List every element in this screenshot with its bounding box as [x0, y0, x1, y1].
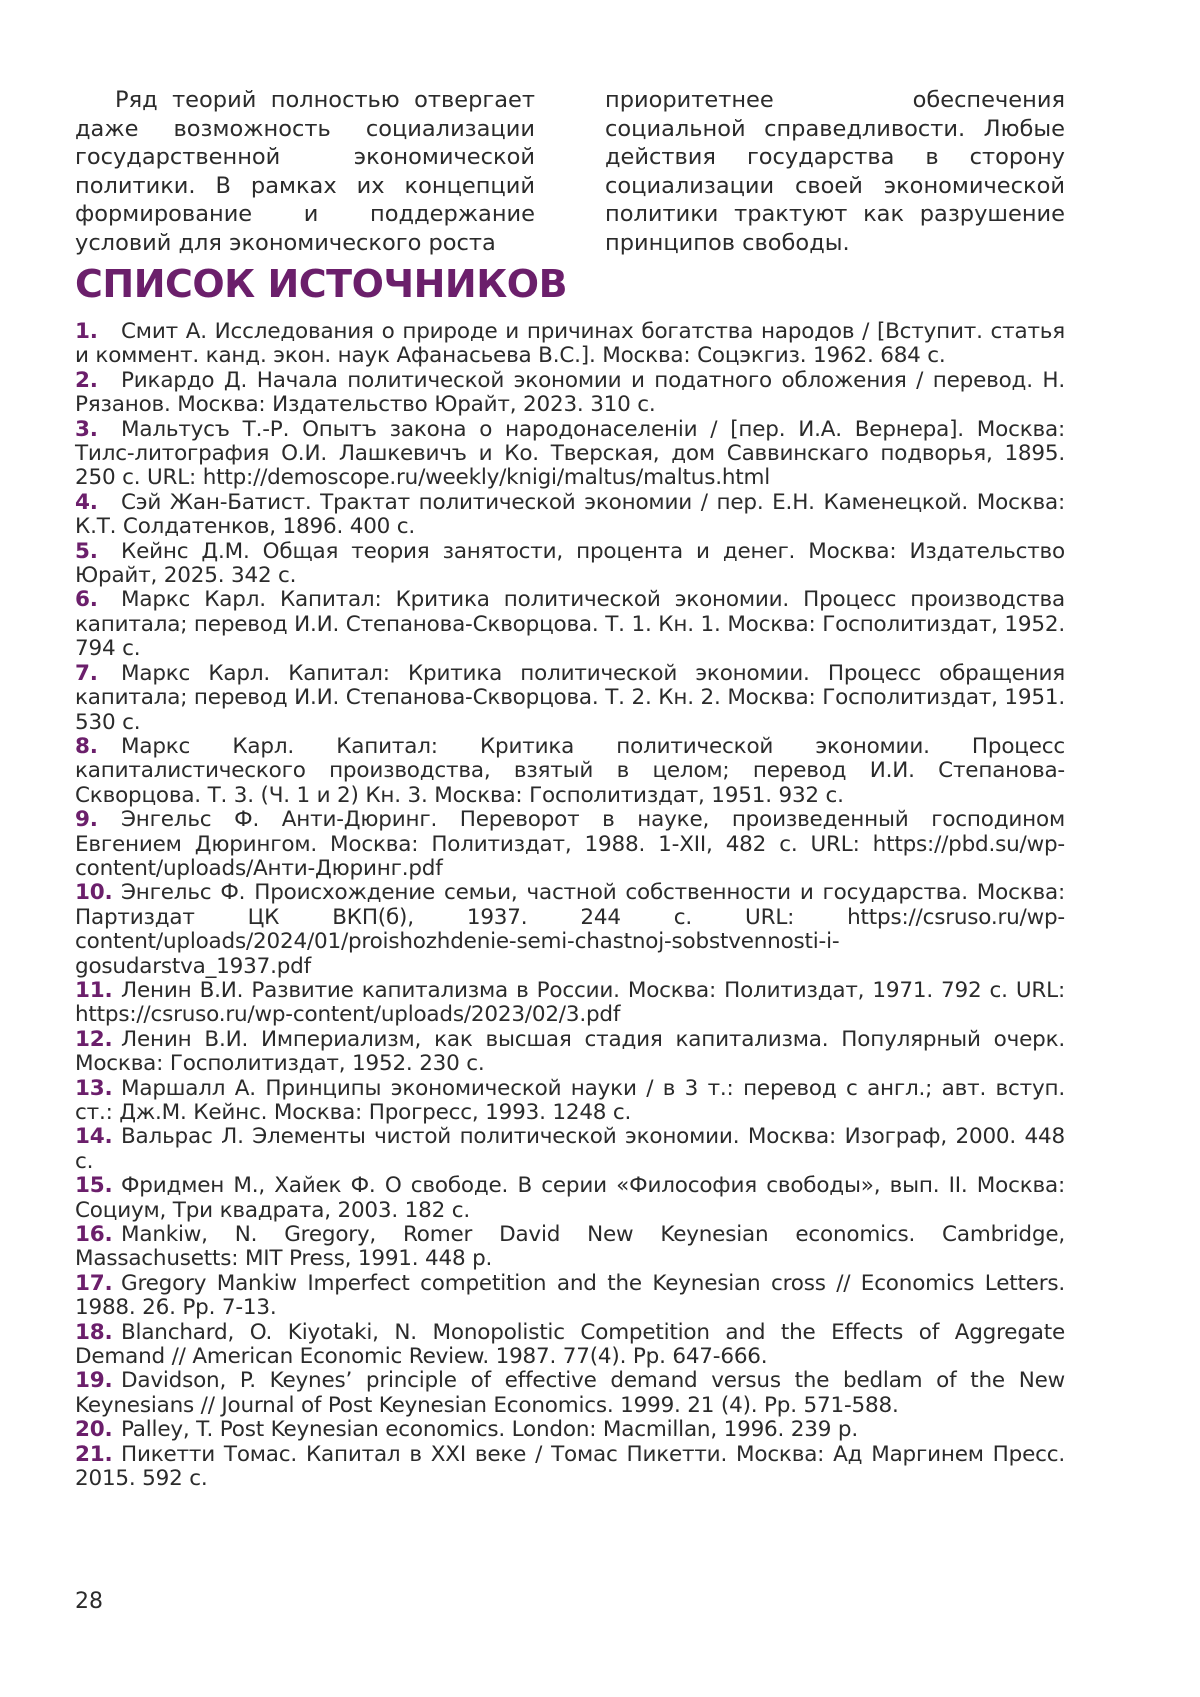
reference-text: Сэй Жан-Батист. Трактат политической экономии / пер. Е.Н. Каменецкой. Москва: К.Т. Солдатенков, 1896. 400 с. — [75, 490, 1065, 539]
intro-left-column: Ряд теорий полностью отвергает даже возможность социализации государственной экономической политики. В рамках их концепций формирование и поддержание условий для экономического роста — [75, 86, 535, 257]
reference-number: 14. — [75, 1125, 121, 1149]
reference-text: Вальрас Л. Элементы чистой политической экономии. Москва: Изограф, 2000. 448 с. — [75, 1124, 1065, 1173]
reference-item — [75, 491, 1065, 540]
reference-text: Маршалл А. Принципы экономической науки / в 3 т.: перевод с англ.; авт. вступ. ст.: Дж.М. Кейнс. Москва: Прогресс, 1993. 1248 с. — [75, 1076, 1065, 1125]
reference-text: Palley, T. Post Keynesian economics. London: Macmillan, 1996. 239 p. — [121, 1417, 858, 1442]
reference-text: Кейнс Д.М. Общая теория занятости, процента и денег. Москва: Издательство Юрайт, 2025. 342 с. — [75, 539, 1065, 588]
reference-number: 3. — [75, 418, 121, 442]
reference-number: 20. — [75, 1418, 121, 1442]
reference-number: 15. — [75, 1174, 121, 1198]
reference-item — [75, 1077, 1065, 1126]
reference-number: 18. — [75, 1321, 121, 1345]
reference-text: Ленин В.И. Развитие капитализма в России. Москва: Политиздат, 1971. 792 с. URL: https://csruso.ru/wp-content/uploads/2023/02/3.pdf — [75, 978, 1065, 1027]
reference-text: Энгельс Ф. Анти-Дюринг. Переворот в науке, произведенный господином Евгением Дюрингом. Москва: Политиздат, 1988. 1-XII, 482 с. URL: https://pbd.su/wp-content/uploads/Анти-Дюринг.pdf — [75, 807, 1065, 881]
reference-text: Gregory Mankiw Imperfect competition and the Keynesian cross // Economics Letters. 1988. 26. Pp. 7-13. — [75, 1271, 1065, 1320]
reference-item — [75, 881, 1065, 979]
reference-number: 21. — [75, 1443, 121, 1467]
reference-text: Энгельс Ф. Происхождение семьи, частной собственности и государства. Москва: Партиздат ЦК ВКП(б), 1937. 244 с. URL: https://csruso.ru/wp-content/uploads/2024/01/proishozhdenie-semi-chastnoj-sobstvennosti-i-gosudarstva_1937.pdf — [75, 880, 1065, 978]
reference-item — [75, 369, 1065, 418]
reference-item — [75, 1223, 1065, 1272]
references-heading: СПИСОК ИСТОЧНИКОВ — [75, 262, 567, 306]
reference-item — [75, 1174, 1065, 1223]
intro-text — [75, 86, 1065, 257]
reference-text: Blanchard, O. Kiyotaki, N. Monopolistic Competition and the Effects of Aggregate Demand // American Economic Review. 1987. 77(4). Pp. 647-666. — [75, 1320, 1065, 1369]
reference-item — [75, 320, 1065, 369]
reference-text: Маркс Карл. Капитал: Критика политической экономии. Процесс капиталистического производства, взятый в целом; перевод И.И. Степанова-Скворцова. Т. 3. (Ч. 1 и 2) Кн. 3. Москва: Госполитиздат, 1951. 932 с. — [75, 734, 1065, 808]
page-number: 28 — [75, 1589, 103, 1614]
reference-item — [75, 1028, 1065, 1077]
reference-text: Mankiw, N. Gregory, Romer David New Keynesian economics. Cambridge, Massachusetts: MIT Press, 1991. 448 p. — [75, 1222, 1065, 1271]
reference-text: Маркс Карл. Капитал: Критика политической экономии. Процесс производства капитала; перевод И.И. Степанова-Скворцова. Т. 1. Кн. 1. Москва: Госполитиздат, 1952. 794 с. — [75, 587, 1065, 661]
intro-right-column: приоритетнее обеспечения социальной справедливости. Любые действия государства в сторону социализации своей экономической политики трактуют как разрушение принципов свободы. — [605, 86, 1065, 257]
reference-number: 19. — [75, 1369, 121, 1393]
reference-number: 16. — [75, 1223, 121, 1247]
reference-item — [75, 808, 1065, 881]
reference-number: 6. — [75, 588, 121, 612]
document-page — [0, 0, 1200, 1697]
reference-number: 9. — [75, 808, 121, 832]
reference-text: Фридмен М., Хайек Ф. О свободе. В серии «Философия свободы», вып. II. Москва: Социум, Три квадрата, 2003. 182 с. — [75, 1173, 1065, 1222]
reference-number: 2. — [75, 369, 121, 393]
reference-text: Мальтусъ Т.-Р. Опытъ закона о народонаселеніи / [пер. И.А. Вернера]. Москва: Тилс-литография О.И. Лашкевичъ и Ко. Тверская, дом Саввинскаго подворья, 1895. 250 с. URL: http://demoscope.ru/weekly/knigi/maltus/maltus.html — [75, 417, 1065, 491]
reference-item — [75, 1125, 1065, 1174]
reference-item — [75, 1321, 1065, 1370]
reference-item — [75, 540, 1065, 589]
reference-item — [75, 979, 1065, 1028]
reference-item — [75, 735, 1065, 808]
reference-number: 11. — [75, 979, 121, 1003]
reference-item — [75, 662, 1065, 735]
reference-item — [75, 1369, 1065, 1418]
reference-number: 4. — [75, 491, 121, 515]
reference-number: 7. — [75, 662, 121, 686]
reference-text: Пикетти Томас. Капитал в XXI веке / Томас Пикетти. Москва: Ад Маргинем Пресс. 2015. 592 с. — [75, 1442, 1065, 1491]
reference-text: Рикардо Д. Начала политической экономии и податного обложения / перевод. Н. Рязанов. Москва: Издательство Юрайт, 2023. 310 с. — [75, 368, 1065, 417]
reference-item — [75, 1272, 1065, 1321]
reference-text: Davidson, P. Keynes’ principle of effective demand versus the bedlam of the New Keynesians // Journal of Post Keynesian Economics. 1999. 21 (4). Pp. 571-588. — [75, 1368, 1065, 1417]
reference-text: Смит А. Исследования о природе и причинах богатства народов / [Вступит. статья и коммент. канд. экон. наук Афанасьева В.С.]. Москва: Соцэкгиз. 1962. 684 с. — [75, 319, 1065, 368]
reference-number: 17. — [75, 1272, 121, 1296]
reference-text: Ленин В.И. Империализм, как высшая стадия капитализма. Популярный очерк. Москва: Госполитиздат, 1952. 230 с. — [75, 1027, 1065, 1076]
reference-item — [75, 1443, 1065, 1492]
reference-number: 13. — [75, 1077, 121, 1101]
reference-item — [75, 418, 1065, 491]
reference-text: Маркс Карл. Капитал: Критика политической экономии. Процесс обращения капитала; перевод И.И. Степанова-Скворцова. Т. 2. Кн. 2. Москва: Госполитиздат, 1951. 530 с. — [75, 661, 1065, 735]
reference-number: 12. — [75, 1028, 121, 1052]
reference-item — [75, 588, 1065, 661]
reference-number: 8. — [75, 735, 121, 759]
references-list — [75, 320, 1065, 1492]
reference-number: 1. — [75, 320, 121, 344]
reference-item — [75, 1418, 1065, 1442]
reference-number: 5. — [75, 540, 121, 564]
reference-number: 10. — [75, 881, 121, 905]
